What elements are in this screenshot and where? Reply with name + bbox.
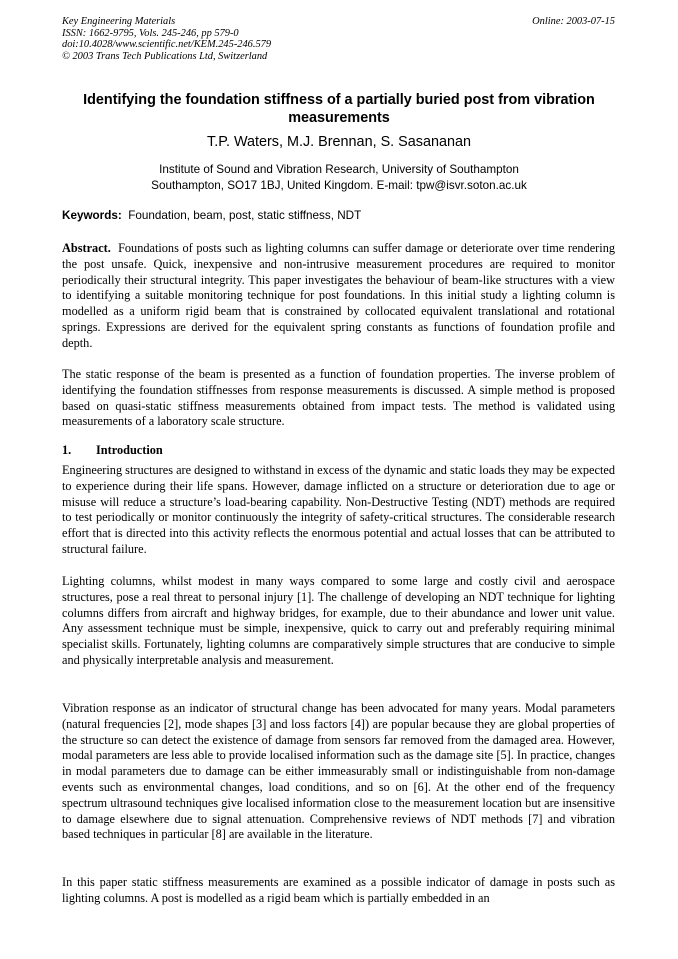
doi-line: doi:10.4028/www.scientific.net/KEM.245-246.579 bbox=[62, 39, 272, 51]
journal-name: Key Engineering Materials bbox=[62, 16, 176, 27]
abstract-paragraph-1 bbox=[62, 241, 615, 352]
intro-paragraph-1: Engineering structures are designed to withstand in excess of the dynamic and static loads they may be expected to experience during their life spans. However, damage inflicted on a structure or deterioration due to age or misuse will reduce a structure’s load-bearing capability. Non-Destructive Testing (NDT) methods are required to test periodically or monitor continuously the integrity of safety-critical structures. The considerable research effort that is directed into this activity reflects the enormous potential and actual losses that can be attributed to structural failure. bbox=[62, 463, 615, 556]
section-number: 1. bbox=[62, 443, 72, 457]
intro-paragraph-3: Vibration response as an indicator of structural change has been advocated for many years. Modal parameters (natural frequencies [2], mode shapes [3] and loss factors [4]) are popular because they are global properties of the structure so can detect the existence of damage from sensors far removed from the damaged area. However, modal parameters are less able to provide localised information such as the damage site [5]. In practice, changes in modal parameters due to damage can be either immeasurably small or indistinguishable from non-damage events such as environmental changes, load conditions, and so on [6]. At the other end of the frequency spectrum ultrasound techniques give localised information close to the measurement location but are insensitive to damage elsewhere due to signal attenuation. Comprehensive reviews of NDT methods [7] and vibration based techniques in particular [8] are available in the literature. bbox=[62, 701, 615, 842]
section-title: Introduction bbox=[96, 443, 163, 457]
issn-line: ISSN: 1662-9795, Vols. 245-246, pp 579-0 bbox=[62, 27, 239, 39]
affiliation-line-2: Southampton, SO17 1BJ, United Kingdom. E-mail: tpw@isvr.soton.ac.uk bbox=[151, 178, 527, 192]
intro-paragraph-4: In this paper static stiffness measurements are examined as a possible indicator of damage in posts such as lighting columns. A post is modelled as a rigid beam which is partially embedded in an bbox=[62, 875, 615, 905]
abstract-label: Abstract. bbox=[62, 241, 111, 255]
keywords-text: Foundation, beam, post, static stiffness, NDT bbox=[128, 209, 362, 222]
online-date: Online: 2003-07-15 bbox=[532, 16, 615, 27]
copyright-line: © 2003 Trans Tech Publications Ltd, Switzerland bbox=[62, 51, 268, 63]
paper-title: Identifying the foundation stiffness of a partially buried post from vibration measurements bbox=[83, 92, 595, 126]
paper-authors: T.P. Waters, M.J. Brennan, S. Sasananan bbox=[207, 134, 471, 150]
section-heading-introduction bbox=[62, 443, 163, 457]
affiliation-line-1: Institute of Sound and Vibration Research, University of Southampton bbox=[159, 163, 519, 176]
affiliation bbox=[0, 162, 678, 193]
abstract-paragraph-2: The static response of the beam is presented as a function of foundation properties. The inverse problem of identifying the foundation stiffnesses from response measurements is discussed. A simple method is proposed based on quasi-static stiffness measurements obtained from impact tests. The method is validated using measurements of a laboratory scale structure. bbox=[62, 367, 615, 429]
intro-paragraph-2: Lighting columns, whilst modest in many ways compared to some large and costly civil and aerospace structures, pose a real threat to personal injury [1]. The challenge of developing an NDT technique for lighting columns differs from aircraft and highway bridges, for example, due to their abundance and lower unit value. Any assessment technique must be simple, inexpensive, quick to carry out and preferably requiring minimal specialist skills. Fortunately, lighting columns are comparatively simple structures that are conducive to simple and physically interpretable analysis and measurement. bbox=[62, 574, 615, 667]
keywords-label: Keywords: bbox=[62, 209, 122, 222]
abstract-text-1: Foundations of posts such as lighting columns can suffer damage or deteriorate over time rendering the post unsafe. Quick, inexpensive and non-intrusive measurement procedures are required to monitor periodically their structural integrity. This paper investigates the behaviour of beam-like structures with a view to identifying a suitable monitoring technique for post foundations. In this initial study a lighting column is modelled as a uniform rigid beam that is constrained by collocated equivalent translational and rotational springs. Expressions are derived for the equivalent spring constants as functions of foundation profile and depth. bbox=[62, 241, 615, 350]
journal-header bbox=[62, 16, 271, 63]
keywords bbox=[62, 209, 361, 223]
